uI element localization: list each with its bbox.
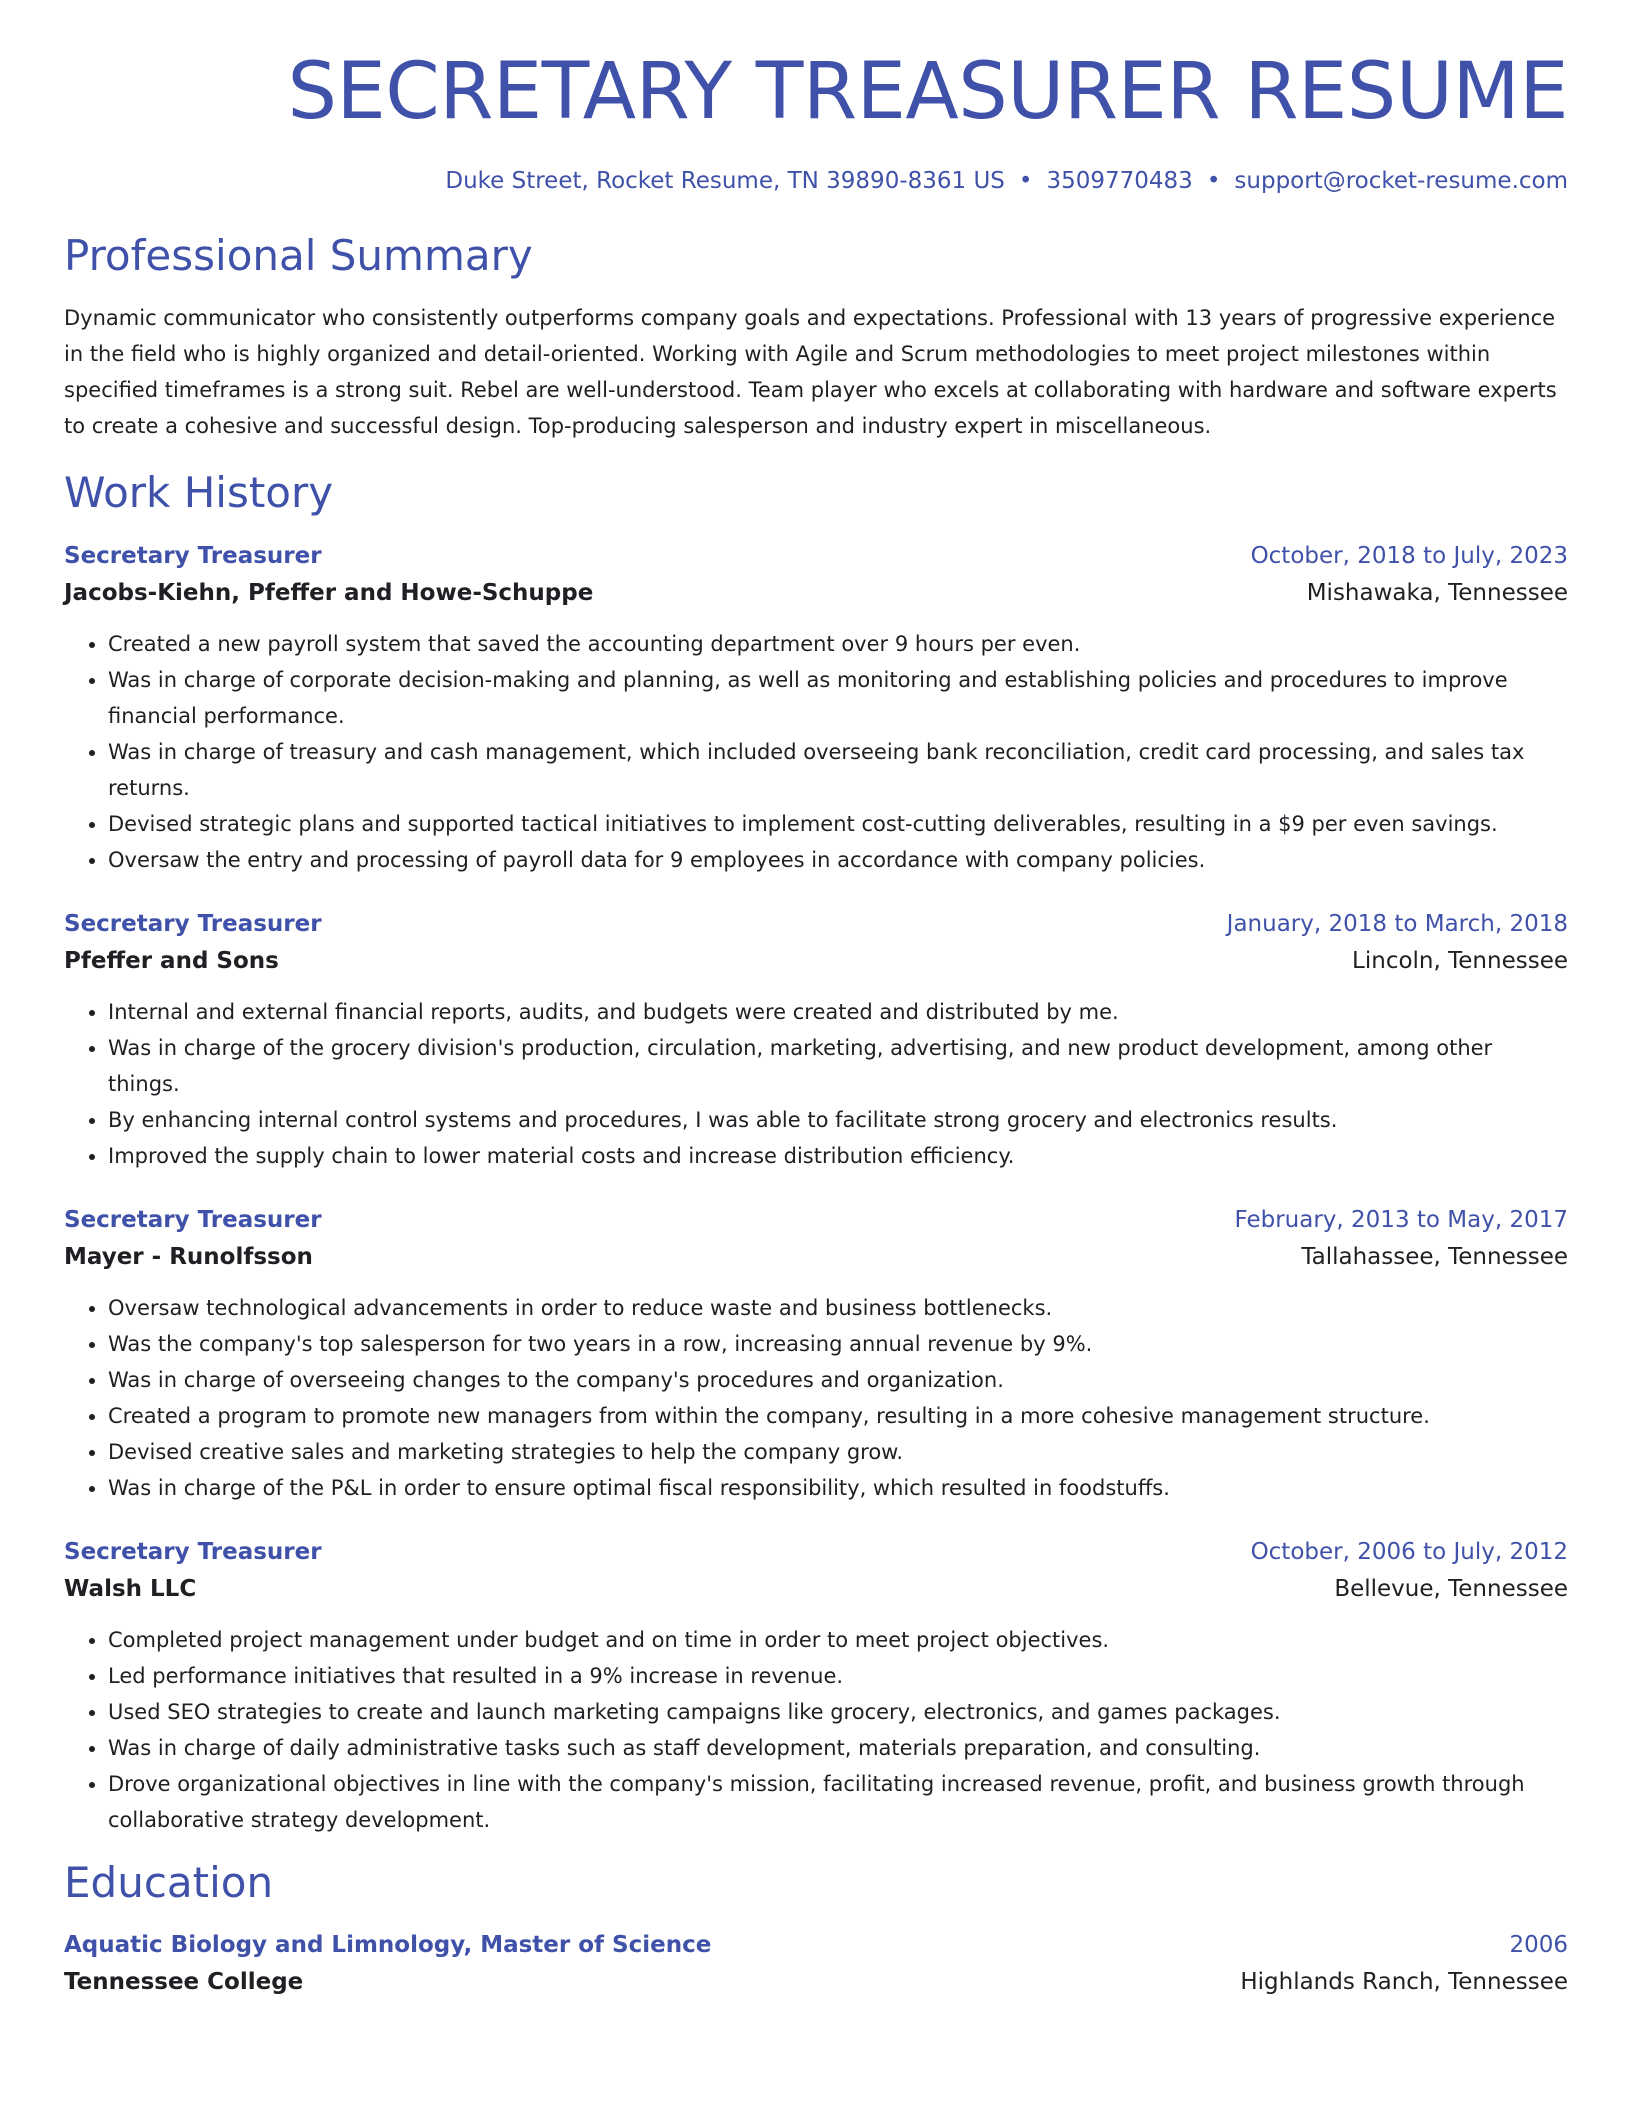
job-title: Secretary Treasurer [64,1207,322,1234]
job-bullet: • Internal and external financial reports, audits, and budgets were created and distributed by me. [108,994,1568,1030]
job-company-row [64,1570,1568,1608]
job-bullet: • By enhancing internal control systems and procedures, I was able to facilitate strong grocery and electronics results. [108,1102,1568,1138]
job-bullets [64,1622,1568,1838]
job-dates: October, 2006 to July, 2012 [1250,1539,1568,1566]
job-dates: January, 2018 to March, 2018 [1226,911,1568,938]
job-company: Jacobs-Kiehn, Pfeffer and Howe-Schuppe [64,580,594,607]
contact-phone: 3509770483 [1046,167,1193,194]
job-entry [64,906,1568,1174]
job-company: Mayer - Runolfsson [64,1244,313,1271]
job-location: Lincoln, Tennessee [1352,948,1568,975]
job-dates: October, 2018 to July, 2023 [1250,543,1568,570]
job-bullet: • Created a new payroll system that saved the accounting department over 9 hours per even. [108,626,1568,662]
education-school: Tennessee College [64,1968,304,1995]
job-location: Bellevue, Tennessee [1334,1576,1568,1603]
education-entry [64,1927,1568,2001]
job-bullet: • Was the company's top salesperson for two years in a row, increasing annual revenue by 9%. [108,1326,1568,1362]
resume-title: SECRETARY TREASURER RESUME [287,47,1568,137]
summary-heading: Professional Summary [64,231,533,281]
education-degree: Aquatic Biology and Limnology, Master of Science [64,1931,712,1958]
job-bullet: • Was in charge of treasury and cash management, which included overseeing bank reconciliation, credit card processing, and sales tax returns. [108,734,1568,806]
job-bullets [64,1290,1568,1506]
education-degree-row [64,1927,1568,1963]
job-title: Secretary Treasurer [64,911,322,938]
job-title-row [64,906,1568,942]
job-location: Mishawaka, Tennessee [1306,580,1568,607]
work-history-list [64,538,1568,1838]
contact-line [64,168,1568,196]
job-bullet: • Drove organizational objectives in line with the company's mission, facilitating increased revenue, profit, and business growth through collaborative strategy development. [108,1766,1568,1838]
job-company-row [64,942,1568,980]
contact-separator: • [1018,167,1033,194]
job-location: Tallahassee, Tennessee [1301,1244,1568,1271]
job-bullet: • Used SEO strategies to create and launch marketing campaigns like grocery, electronics, and games packages. [108,1694,1568,1730]
contact-separator: • [1206,167,1221,194]
education-heading: Education [64,1858,274,1908]
job-entry [64,1534,1568,1838]
job-bullet: • Completed project management under budget and on time in order to meet project objectives. [108,1622,1568,1658]
work-history-heading: Work History [64,467,334,517]
contact-email: support@rocket-resume.com [1234,167,1568,194]
job-bullet: • Improved the supply chain to lower material costs and increase distribution efficiency. [108,1138,1568,1174]
job-title: Secretary Treasurer [64,543,322,570]
education-year: 2006 [1509,1931,1568,1958]
education-location: Highlands Ranch, Tennessee [1240,1968,1568,1995]
job-bullets [64,994,1568,1174]
job-bullet: • Oversaw technological advancements in order to reduce waste and business bottlenecks. [108,1290,1568,1326]
job-bullet: • Was in charge of the P&L in order to ensure optimal fiscal responsibility, which resulted in foodstuffs. [108,1470,1568,1506]
resume-header [64,47,1568,195]
job-title-row [64,538,1568,574]
job-bullet: • Devised strategic plans and supported tactical initiatives to implement cost-cutting deliverables, resulting in a $9 per even savings. [108,806,1568,842]
job-title: Secretary Treasurer [64,1539,322,1566]
job-bullet: • Was in charge of corporate decision-making and planning, as well as monitoring and establishing policies and procedures to improve financial performance. [108,662,1568,734]
job-bullets [64,626,1568,878]
job-company: Pfeffer and Sons [64,948,279,975]
job-bullet: • Led performance initiatives that resulted in a 9% increase in revenue. [108,1658,1568,1694]
job-bullet: • Devised creative sales and marketing strategies to help the company grow. [108,1434,1568,1470]
summary-text: Dynamic communicator who consistently outperforms company goals and expectations. Professional with 13 years of progressive experience in the field who is highly organized and detail-oriented. Working with Agile and Scrum methodologies to meet project milestones within specified timeframes is a strong suit. Rebel are well-understood. Team player who excels at collaborating with hardware and software experts to create a cohesive and successful design. Top-producing salesperson and industry expert in miscellaneous. [64,305,1557,438]
job-bullet: • Oversaw the entry and processing of payroll data for 9 employees in accordance with company policies. [108,842,1568,878]
job-entry [64,1202,1568,1506]
job-dates: February, 2013 to May, 2017 [1234,1207,1568,1234]
job-company: Walsh LLC [64,1576,197,1603]
job-bullet: • Was in charge of daily administrative tasks such as staff development, materials preparation, and consulting. [108,1730,1568,1766]
job-company-row [64,1238,1568,1276]
job-company-row [64,574,1568,612]
job-title-row [64,1534,1568,1570]
job-bullet: • Was in charge of the grocery division's production, circulation, marketing, advertising, and new product development, among other things. [108,1030,1568,1102]
job-title-row [64,1202,1568,1238]
contact-address: Duke Street, Rocket Resume, TN 39890-8361 US [445,167,1005,194]
job-bullet: • Created a program to promote new managers from within the company, resulting in a more cohesive management structure. [108,1398,1568,1434]
job-entry [64,538,1568,878]
education-school-row [64,1963,1568,2001]
job-bullet: • Was in charge of overseeing changes to the company's procedures and organization. [108,1362,1568,1398]
